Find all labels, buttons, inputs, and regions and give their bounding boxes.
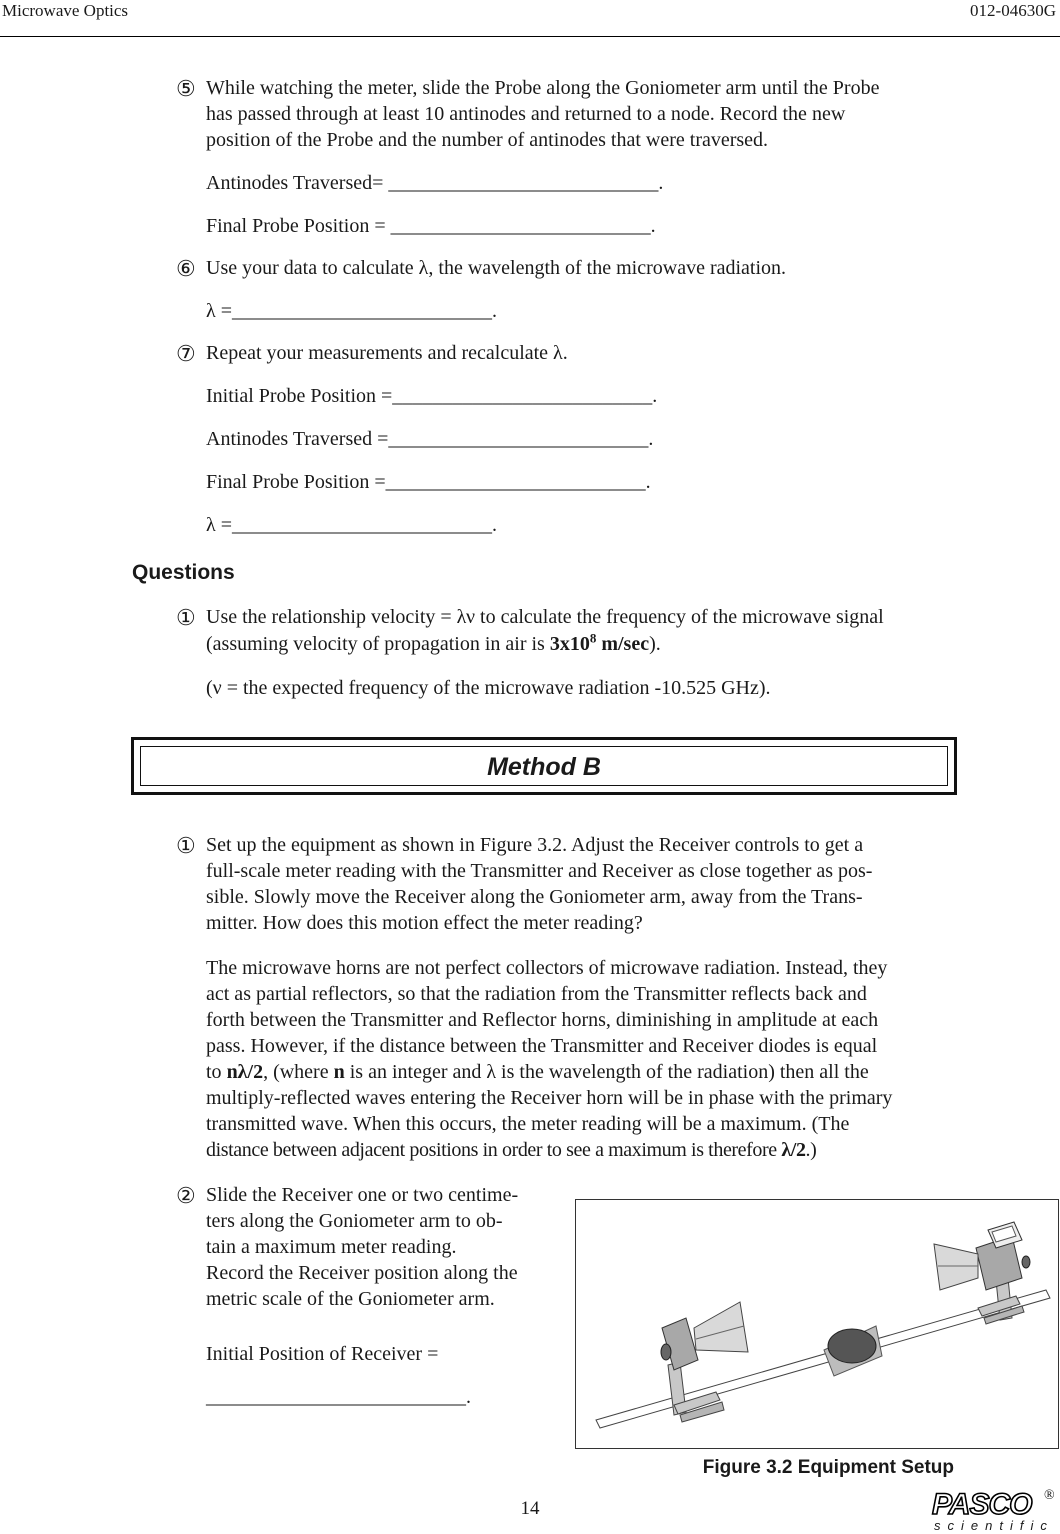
explanation-line-4: pass. However, if the distance between the Transmitter and Receiver diodes is equal	[206, 1035, 878, 1057]
method-b-step-1-line-1: Set up the equipment as shown in Figure 3.2. Adjust the Receiver controls to get a	[206, 834, 864, 856]
receiver-horn	[934, 1244, 978, 1290]
method-b-step-2-number: ②	[176, 1183, 196, 1208]
p5-n-lambda-over-2: nλ/2	[226, 1061, 264, 1083]
logo-subtitle: scientific	[934, 1518, 1054, 1533]
explanation-line-5	[206, 1059, 869, 1085]
logo-registered-mark: ®	[1044, 1488, 1055, 1503]
running-header-title: Microwave Optics	[2, 1, 129, 20]
q1-exponent: 8	[589, 630, 597, 646]
step-6-number: ⑥	[176, 256, 196, 281]
step-5-line-3: position of the Probe and the number of antinodes that were traversed.	[206, 129, 769, 151]
figure-caption: Figure 3.2 Equipment Setup	[702, 1457, 954, 1478]
question-1-line-2	[206, 631, 661, 657]
q1-velocity-value: 3x10	[549, 633, 590, 655]
step-7-number: ⑦	[176, 341, 196, 366]
header-rule	[0, 36, 1060, 37]
method-b-step-2-line-1: Slide the Receiver one or two centime-	[206, 1184, 519, 1206]
step-5-line-2: has passed through at least 10 antinodes and returned to a node. Record the new	[206, 103, 846, 125]
question-1-number: ①	[176, 605, 196, 630]
p5-text-a: to	[206, 1061, 227, 1083]
explanation-line-6: multiply-reflected waves entering the Receiver horn will be in phase with the primary	[206, 1087, 893, 1109]
method-b-step-2-line-3: tain a maximum meter reading.	[206, 1236, 457, 1258]
explanation-line-1: The microwave horns are not perfect collectors of microwave radiation. Instead, they	[206, 957, 888, 979]
initial-probe-position-blank: Initial Probe Position =__________________________.	[206, 385, 658, 407]
method-b-title: Method B	[487, 753, 601, 781]
explanation-line-3: forth between the Transmitter and Reflector horns, diminishing in amplitude at each	[206, 1009, 879, 1031]
method-b-banner	[131, 737, 957, 795]
method-b-step-1-line-2: full-scale meter reading with the Transmitter and Receiver as close together as pos-	[206, 860, 873, 882]
pasco-logo	[920, 1488, 1060, 1534]
receiver-knob	[1022, 1256, 1030, 1268]
p8-lambda-over-2: λ/2	[781, 1139, 806, 1161]
equipment-setup-drawing	[576, 1200, 1058, 1448]
initial-position-receiver-blank: __________________________.	[206, 1386, 471, 1408]
figure-equipment-setup	[575, 1199, 1059, 1449]
document-number: 012-04630G	[970, 1, 1056, 20]
step-5-number: ⑤	[176, 76, 196, 101]
explanation-line-8	[206, 1137, 816, 1163]
q1-text-b: ).	[649, 633, 661, 655]
explanation-line-2: act as partial reflectors, so that the radiation from the Transmitter reflects back and	[206, 983, 867, 1005]
initial-position-receiver-label: Initial Position of Receiver =	[206, 1343, 439, 1365]
antinodes-traversed-blank-2: Antinodes Traversed =__________________________.	[206, 428, 654, 450]
transmitter-knob	[661, 1344, 671, 1360]
questions-heading: Questions	[132, 561, 235, 584]
explanation-line-7: transmitted wave. When this occurs, the meter reading will be a maximum. (The	[206, 1113, 850, 1135]
reflector-disc	[828, 1329, 876, 1363]
step-7-text: Repeat your measurements and recalculate λ.	[206, 342, 568, 364]
logo-wordmark: PASCO	[932, 1488, 1032, 1521]
step-6-text: Use your data to calculate λ, the wavelength of the microwave radiation.	[206, 257, 787, 279]
p5-n: n	[333, 1061, 345, 1083]
method-b-step-1-number: ①	[176, 833, 196, 858]
page-number: 14	[520, 1498, 540, 1519]
p5-text-b: , (where	[263, 1061, 334, 1083]
p5-text-c: is an integer and λ is the wavelength of the radiation) then all the	[344, 1061, 869, 1083]
method-b-step-2-line-5: metric scale of the Goniometer arm.	[206, 1288, 495, 1310]
method-b-step-2-line-4: Record the Receiver position along the	[206, 1262, 518, 1284]
antinodes-traversed-blank: Antinodes Traversed= ___________________________.	[206, 172, 664, 194]
method-b-step-1-line-3: sible. Slowly move the Receiver along the Goniometer arm, away from the Trans-	[206, 886, 863, 908]
method-b-step-1-line-4: mitter. How does this motion effect the meter reading?	[206, 912, 643, 934]
p8-text-b: .)	[805, 1139, 817, 1161]
q1-velocity-unit: m/sec	[596, 633, 650, 655]
final-probe-position-blank-2: Final Probe Position =__________________________.	[206, 471, 651, 493]
method-b-step-2-line-2: ters along the Goniometer arm to ob-	[206, 1210, 503, 1232]
question-1-line-3: (ν = the expected frequency of the microwave radiation -10.525 GHz).	[206, 677, 771, 699]
q1-text-a: (assuming velocity of propagation in air is	[206, 633, 550, 655]
final-probe-position-blank: Final Probe Position = __________________________.	[206, 215, 656, 237]
lambda-blank: λ =__________________________.	[206, 300, 497, 322]
lambda-blank-2: λ =__________________________.	[206, 514, 497, 536]
question-1-line-1: Use the relationship velocity = λν to calculate the frequency of the microwave signal	[206, 606, 884, 628]
step-5-line-1: While watching the meter, slide the Probe along the Goniometer arm until the Probe	[206, 77, 880, 99]
p8-text-a: distance between adjacent positions in order to see a maximum is therefore	[206, 1139, 782, 1161]
